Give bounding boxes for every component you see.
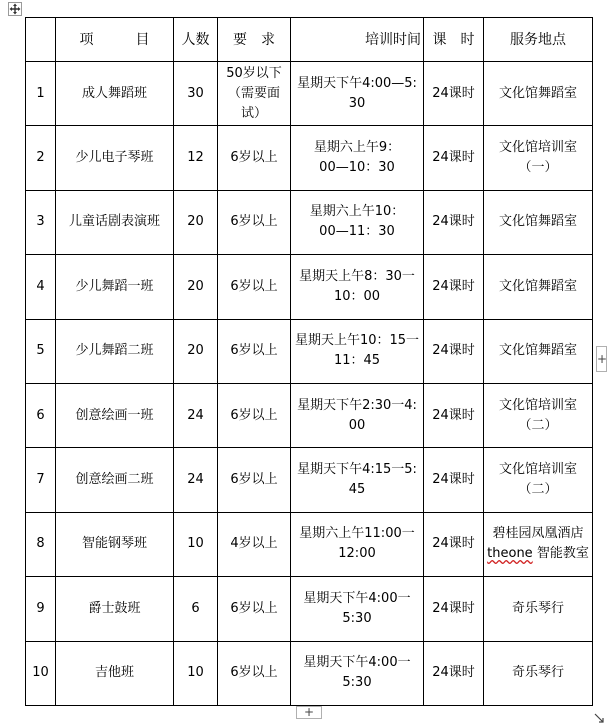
table-row xyxy=(26,62,593,126)
location-text: 文化馆舞蹈室 xyxy=(498,278,577,294)
schedule-time-cell[interactable] xyxy=(291,512,424,576)
schedule-time-text: 星期天下午4:15一5: 45 xyxy=(297,462,417,498)
course-name-cell[interactable]: 儿童话剧表演班 xyxy=(56,190,174,254)
header-count[interactable]: 人数 xyxy=(174,18,218,62)
row-index-cell[interactable]: 5 xyxy=(26,319,56,383)
schedule-time-text: 星期天下午4:00一 5:30 xyxy=(303,655,411,691)
requirement-cell[interactable] xyxy=(218,641,291,705)
class-hours-cell[interactable]: 24课时 xyxy=(424,577,484,641)
row-index-cell[interactable]: 6 xyxy=(26,383,56,447)
row-index-cell[interactable]: 1 xyxy=(26,62,56,126)
schedule-time-text: 星期天下午2:30一4: 00 xyxy=(297,397,417,433)
schedule-time-cell[interactable] xyxy=(291,448,424,512)
table-resize-handle[interactable] xyxy=(594,708,604,718)
schedule-time-cell[interactable] xyxy=(291,577,424,641)
resize-icon xyxy=(594,713,604,723)
enrollment-count-cell[interactable]: 24 xyxy=(174,448,218,512)
location-cell[interactable] xyxy=(484,577,593,641)
requirement-cell[interactable] xyxy=(218,512,291,576)
header-project[interactable]: 项 目 xyxy=(56,18,174,62)
table-row xyxy=(26,512,593,576)
requirement-cell[interactable] xyxy=(218,383,291,447)
table-row xyxy=(26,319,593,383)
course-name-cell[interactable]: 智能钢琴班 xyxy=(56,512,174,576)
location-room: 智能教室 xyxy=(536,546,589,562)
row-index-cell[interactable]: 8 xyxy=(26,512,56,576)
requirement-text: 6岁以上 xyxy=(230,600,278,616)
location-cell[interactable] xyxy=(484,255,593,319)
table-header-row xyxy=(26,18,593,62)
class-hours-cell[interactable]: 24课时 xyxy=(424,641,484,705)
schedule-time-text: 星期六上午11:00一 12:00 xyxy=(299,526,415,562)
course-name-cell[interactable]: 吉他班 xyxy=(56,641,174,705)
requirement-cell[interactable] xyxy=(218,190,291,254)
requirement-cell[interactable] xyxy=(218,448,291,512)
enrollment-count-cell[interactable]: 6 xyxy=(174,577,218,641)
plus-icon: + xyxy=(597,352,607,366)
location-text: 文化馆舞蹈室 xyxy=(498,214,577,230)
enrollment-count-cell[interactable]: 12 xyxy=(174,126,218,190)
enrollment-count-cell[interactable]: 20 xyxy=(174,190,218,254)
row-index-cell[interactable]: 9 xyxy=(26,577,56,641)
course-schedule-table xyxy=(25,17,593,706)
schedule-time-cell[interactable] xyxy=(291,190,424,254)
enrollment-count-cell[interactable]: 30 xyxy=(174,62,218,126)
header-index[interactable] xyxy=(26,18,56,62)
table-row xyxy=(26,383,593,447)
requirement-text: 6岁以上 xyxy=(230,472,278,488)
requirement-text: 6岁以上 xyxy=(230,150,278,166)
header-time-label: 培训时间 xyxy=(365,31,421,48)
plus-icon: + xyxy=(303,705,315,719)
schedule-time-text: 星期六上午9： 00—10：30 xyxy=(313,140,401,176)
table-row xyxy=(26,255,593,319)
course-name-cell[interactable]: 成人舞蹈班 xyxy=(56,62,174,126)
schedule-time-cell[interactable] xyxy=(291,62,424,126)
table-row xyxy=(26,641,593,705)
schedule-time-text: 星期天上午10：15一 11：45 xyxy=(294,333,420,369)
table-move-handle[interactable] xyxy=(8,2,22,16)
enrollment-count-cell[interactable]: 24 xyxy=(174,383,218,447)
table-row xyxy=(26,577,593,641)
header-hours[interactable]: 课 时 xyxy=(424,18,484,62)
enrollment-count-cell[interactable]: 20 xyxy=(174,255,218,319)
course-name-cell[interactable]: 创意绘画二班 xyxy=(56,448,174,512)
class-hours-cell[interactable]: 24课时 xyxy=(424,512,484,576)
location-line: 碧桂园凤凰酒店 xyxy=(492,526,584,542)
table-row xyxy=(26,190,593,254)
location-text: 奇乐琴行 xyxy=(511,600,564,616)
move-arrows-icon xyxy=(9,3,21,15)
schedule-time-cell[interactable] xyxy=(291,126,424,190)
schedule-time-text: 星期六上午10： 00—11：30 xyxy=(309,204,405,240)
requirement-cell[interactable] xyxy=(218,62,291,126)
requirement-text: 6岁以上 xyxy=(230,407,278,423)
location-text: 文化馆舞蹈室 xyxy=(498,343,577,359)
location-brand-word: theone xyxy=(487,546,533,562)
add-row-button[interactable] xyxy=(296,706,322,719)
schedule-time-text: 星期天上午8：30一 10：00 xyxy=(299,268,415,304)
class-hours-cell[interactable]: 24课时 xyxy=(424,383,484,447)
location-cell[interactable] xyxy=(484,62,593,126)
schedule-time-text: 星期天下午4:00一 5:30 xyxy=(303,590,411,626)
enrollment-count-cell[interactable]: 10 xyxy=(174,512,218,576)
location-line xyxy=(484,544,592,564)
class-hours-cell[interactable]: 24课时 xyxy=(424,319,484,383)
course-name-cell[interactable]: 少儿舞蹈二班 xyxy=(56,319,174,383)
requirement-cell[interactable] xyxy=(218,255,291,319)
requirement-text: 6岁以上 xyxy=(230,278,278,294)
location-cell[interactable] xyxy=(484,641,593,705)
location-cell[interactable] xyxy=(484,448,593,512)
row-index-cell[interactable]: 7 xyxy=(26,448,56,512)
header-location[interactable]: 服务地点 xyxy=(484,18,593,62)
table-row xyxy=(26,448,593,512)
location-text: 文化馆培训室 （一） xyxy=(498,140,577,176)
course-name-cell[interactable]: 少儿舞蹈一班 xyxy=(56,255,174,319)
location-cell[interactable] xyxy=(484,319,593,383)
class-hours-cell[interactable]: 24课时 xyxy=(424,62,484,126)
requirement-text: 6岁以上 xyxy=(230,665,278,681)
requirement-text: 50岁以下 （需要面 试） xyxy=(226,65,282,121)
location-cell[interactable] xyxy=(484,512,593,576)
header-requirement[interactable]: 要 求 xyxy=(218,18,291,62)
requirement-text: 6岁以上 xyxy=(230,343,278,359)
requirement-cell[interactable] xyxy=(218,577,291,641)
class-hours-cell[interactable]: 24课时 xyxy=(424,448,484,512)
location-cell[interactable] xyxy=(484,383,593,447)
header-time[interactable] xyxy=(291,18,424,62)
row-index-cell[interactable]: 3 xyxy=(26,190,56,254)
location-text: 文化馆培训室 （二） xyxy=(498,397,577,433)
schedule-time-cell[interactable] xyxy=(291,641,424,705)
course-name-cell[interactable]: 创意绘画一班 xyxy=(56,383,174,447)
location-text: 文化馆培训室 （二） xyxy=(498,462,577,498)
schedule-time-cell[interactable] xyxy=(291,319,424,383)
class-hours-cell[interactable]: 24课时 xyxy=(424,255,484,319)
enrollment-count-cell[interactable]: 20 xyxy=(174,319,218,383)
row-index-cell[interactable]: 10 xyxy=(26,641,56,705)
course-name-cell[interactable]: 爵士鼓班 xyxy=(56,577,174,641)
requirement-cell[interactable] xyxy=(218,126,291,190)
location-text: 奇乐琴行 xyxy=(511,665,564,681)
requirement-text: 6岁以上 xyxy=(230,214,278,230)
requirement-cell[interactable] xyxy=(218,319,291,383)
schedule-time-cell[interactable] xyxy=(291,383,424,447)
row-index-cell[interactable]: 4 xyxy=(26,255,56,319)
course-name-cell[interactable]: 少儿电子琴班 xyxy=(56,126,174,190)
schedule-time-text: 星期天下午4:00—5: 30 xyxy=(297,75,417,111)
schedule-time-cell[interactable] xyxy=(291,255,424,319)
location-cell[interactable] xyxy=(484,190,593,254)
requirement-text: 4岁以上 xyxy=(230,536,278,552)
class-hours-cell[interactable]: 24课时 xyxy=(424,126,484,190)
enrollment-count-cell[interactable]: 10 xyxy=(174,641,218,705)
class-hours-cell[interactable]: 24课时 xyxy=(424,190,484,254)
location-cell[interactable] xyxy=(484,126,593,190)
table-row xyxy=(26,126,593,190)
row-index-cell[interactable]: 2 xyxy=(26,126,56,190)
location-text: 文化馆舞蹈室 xyxy=(498,85,577,101)
add-column-button[interactable] xyxy=(596,346,607,372)
